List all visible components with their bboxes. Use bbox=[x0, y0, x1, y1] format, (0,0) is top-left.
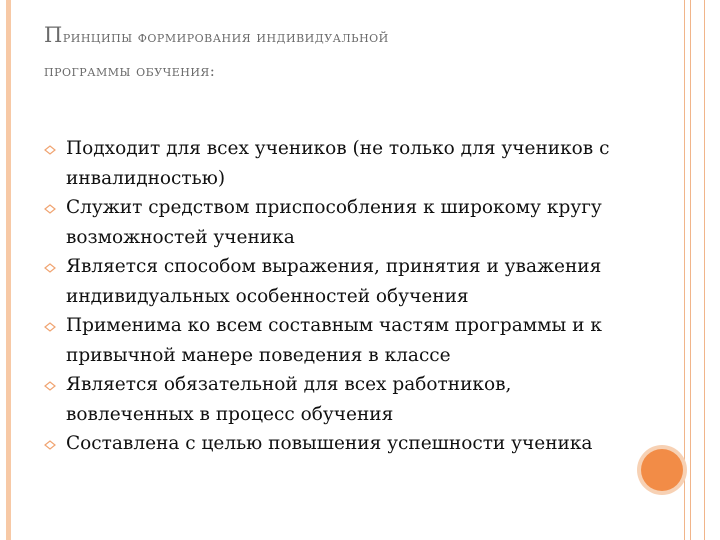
bullet-item bbox=[44, 252, 644, 311]
bullet-text: Составлена с целью повышения успешности ученика bbox=[66, 433, 593, 454]
bullet-item bbox=[44, 370, 644, 429]
title-line1: ринципы формирования индивидуальной bbox=[62, 28, 389, 46]
title-first-letter: П bbox=[44, 23, 63, 47]
slide-title bbox=[44, 18, 664, 88]
hollow-diamond-icon bbox=[44, 263, 56, 273]
bullet-item bbox=[44, 193, 644, 252]
decorative-orange-circle bbox=[641, 449, 683, 491]
bullet-text: Служит средством приспособления к широкому кругу возможностей ученика bbox=[66, 197, 602, 248]
right-frame-line bbox=[684, 0, 685, 540]
bullet-text: Является обязательной для всех работников, вовлеченных в процесс обучения bbox=[66, 374, 512, 425]
hollow-diamond-icon bbox=[44, 381, 56, 391]
bullet-text: Применима ко всем составным частям программы и к привычной манере поведения в классе bbox=[66, 315, 602, 366]
right-frame-line bbox=[690, 0, 691, 540]
bullet-text: Является способом выражения, принятия и уважения индивидуальных особенностей обучения bbox=[66, 256, 602, 307]
hollow-diamond-icon bbox=[44, 440, 56, 450]
bullet-item bbox=[44, 429, 644, 459]
title-line2: программы обучения: bbox=[44, 62, 216, 80]
bullet-list bbox=[44, 134, 644, 459]
hollow-diamond-icon bbox=[44, 204, 56, 214]
bullet-text: Подходит для всех учеников (не только для учеников с инвалидностью) bbox=[66, 138, 610, 189]
bullet-item bbox=[44, 134, 644, 193]
right-frame-line bbox=[704, 0, 705, 540]
bullet-item bbox=[44, 311, 644, 370]
hollow-diamond-icon bbox=[44, 322, 56, 332]
left-frame-bar bbox=[6, 0, 11, 540]
hollow-diamond-icon bbox=[44, 145, 56, 155]
